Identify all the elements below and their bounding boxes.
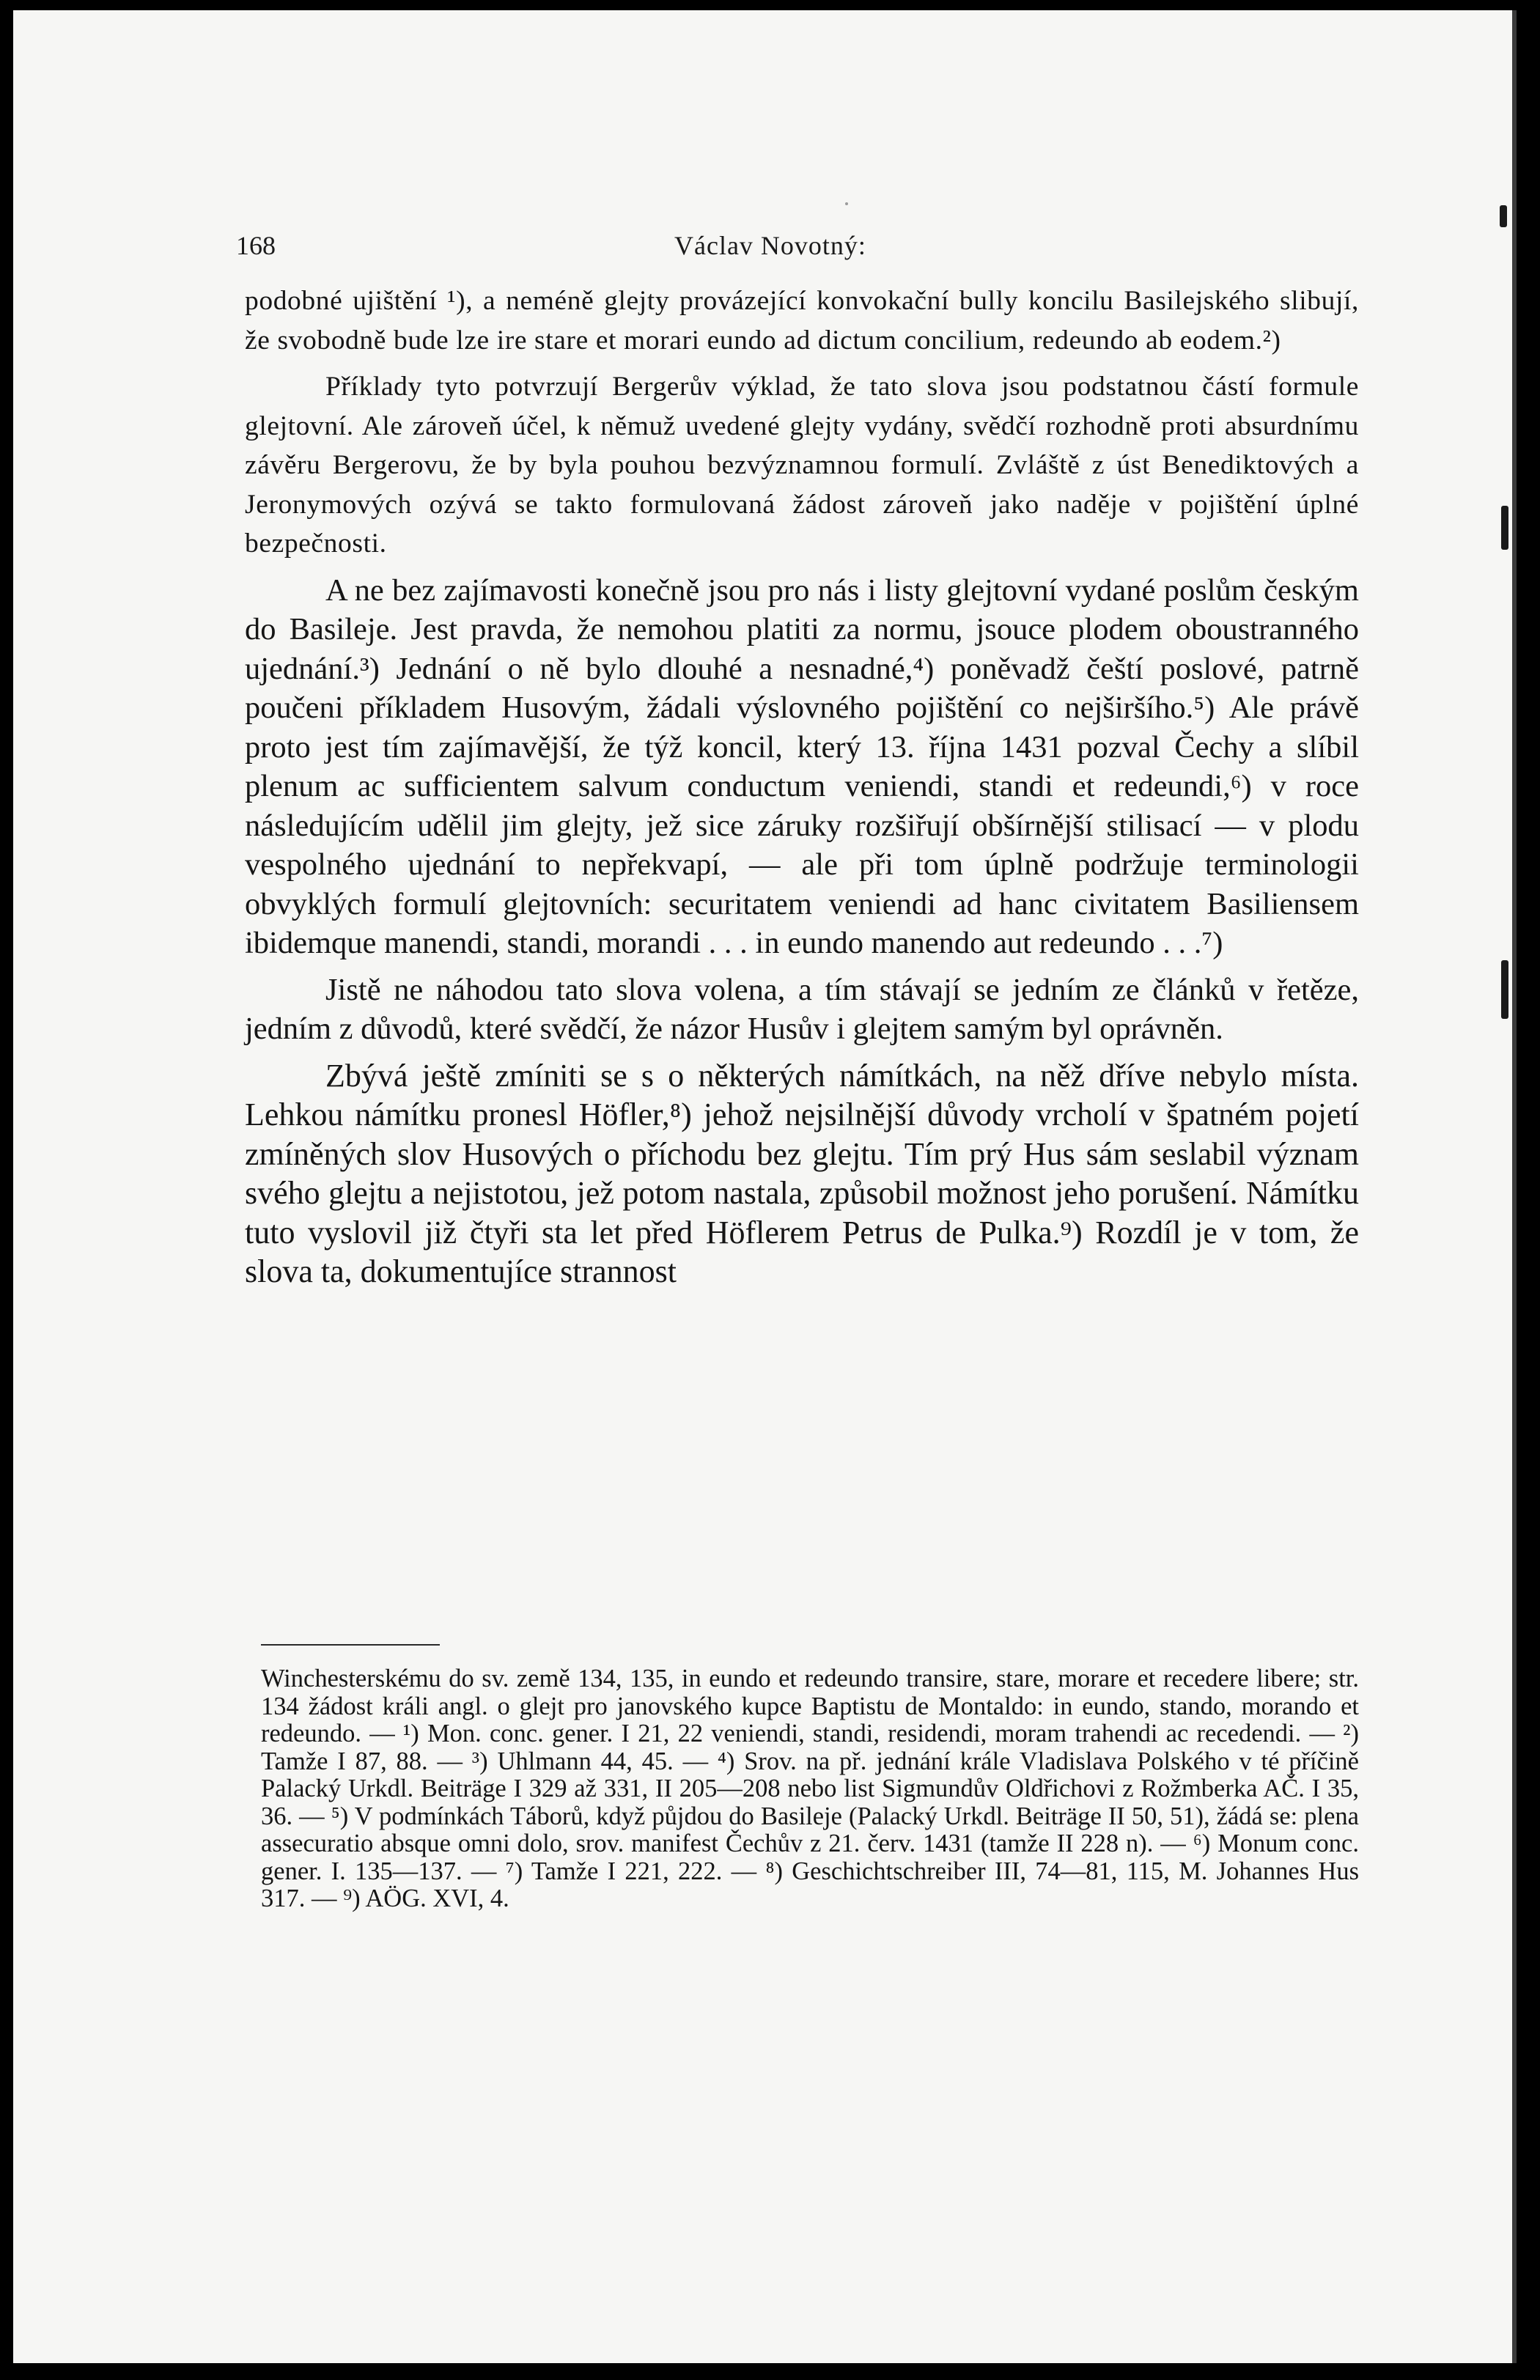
body-text (245, 281, 1359, 1292)
paragraph: podobné ujištění ¹), a neméně glejty provázející konvokační bully koncilu Basilejského slibují, že svobodně bude lze ire stare et morari eundo ad dictum concilium, redeundo ab eodem.²) (245, 286, 1359, 355)
right-edge-mark (1501, 960, 1508, 1019)
paragraph: Jistě ne náhodou tato slova volena, a tím stávají se jedním ze článků v řetěze, jedním z důvodů, které svědčí, že názor Husův i glejtem samým byl oprávněn. (245, 972, 1359, 1046)
right-edge-mark (1500, 205, 1507, 227)
footnotes: Winchesterskému do sv. země 134, 135, in eundo et redeundo transire, stare, morare et recedere libere; str. 134 žádost králi angl. o glejt pro janovského kupce Baptistu de Montaldo: in eundo, stando, morando et redeundo. — ¹) Mon. conc. gener. I 21, 22 veniendi, standi, residendi, moram trahendi ac recedendi. — ²) Tamže I 87, 88. — ³) Uhlmann 44, 45. — ⁴) Srov. na př. jednání krále Vladislava Polského v té příčině Palacký Urkdl. Beiträge I 329 až 331, II 205—208 nebo list Sigmundův Oldřichovi z Rožmberka AČ. I 35, 36. — ⁵) V podmínkách Táborů, když půjdou do Basileje (Palacký Urkdl. Beiträge II 50, 51), žádá se: plena assecuratio absque omni dolo, srov. manifest Čechův z 21. červ. 1431 (tamže II 228 n). — ⁶) Monum conc. gener. I. 135—137. — ⁷) Tamže I 221, 222. — ⁸) Geschichtschreiber III, 74—81, 115, M. Johannes Hus 317. — ⁹) AÖG. XVI, 4. (261, 1665, 1359, 1912)
right-edge-mark (1501, 506, 1508, 550)
dust-speck (845, 202, 848, 205)
paragraph: Příklady tyto potvrzují Bergerův výklad, že tato slova jsou podstatnou částí formule glejtovní. Ale zároveň účel, k němuž uvedené glejty vydány, svědčí rozhodně proti absurdnímu závěru Bergerovu, že by byla pouhou bezvýznamnou formulí. Zvláště z úst Benediktových a Jeronymových ozývá se takto formulovaná žádost zároveň jako naděje v pojištění úplné bezpečnosti. (245, 372, 1359, 559)
paragraph: Zbývá ještě zmíniti se s o některých námítkách, na něž dříve nebylo místa. Lehkou námítku pronesl Höfler,⁸) jehož nejsilnější důvody vrcholí v špatném pojetí zmíněných slov Husových o příchodu bez glejtu. Tím prý Hus sám seslabil význam svého glejtu a nejistotou, jež potom nastala, způsobil možnost jeho porušení. Námítku tuto vyslovil již čtyři sta let před Höflerem Petrus de Pulka.⁹) Rozdíl je v tom, že slova ta, dokumentujíce strannost (245, 1057, 1359, 1289)
page-number: 168 (236, 231, 276, 260)
footnote-separator (261, 1644, 440, 1646)
paragraph: A ne bez zajímavosti konečně jsou pro nás i listy glejtovní vydané poslům českým do Basileje. Jest pravda, že nemohou platiti za normu, jsouce plodem oboustranného ujednání.³) Jednání o ně bylo dlouhé a nesnadné,⁴) poněvadž čeští poslové, patrně poučeni příkladem Husovým, žádali výslovného pojištění co nejširšího.⁵) Ale právě proto jest tím zajímavější, že týž koncil, který 13. října 1431 pozval Čechy a slíbil plenum ac sufficientem salvum conductum veniendi, standi et redeundi,⁶) v roce následujícím udělil jim glejty, jež sice záruky rozšiřují obšírnější stilisací — v plodu vespolného ujednání to nepřekvapí, — ale při tom úplně podržuje terminologii obvyklých formulí glejtovních: securitatem veniendi ad hanc civitatem Basiliensem ibidemque manendi, standi, morandi . . . in eundo manendo aut redeundo . . .⁷) (245, 572, 1359, 960)
running-head: Václav Novotný: (674, 231, 866, 260)
